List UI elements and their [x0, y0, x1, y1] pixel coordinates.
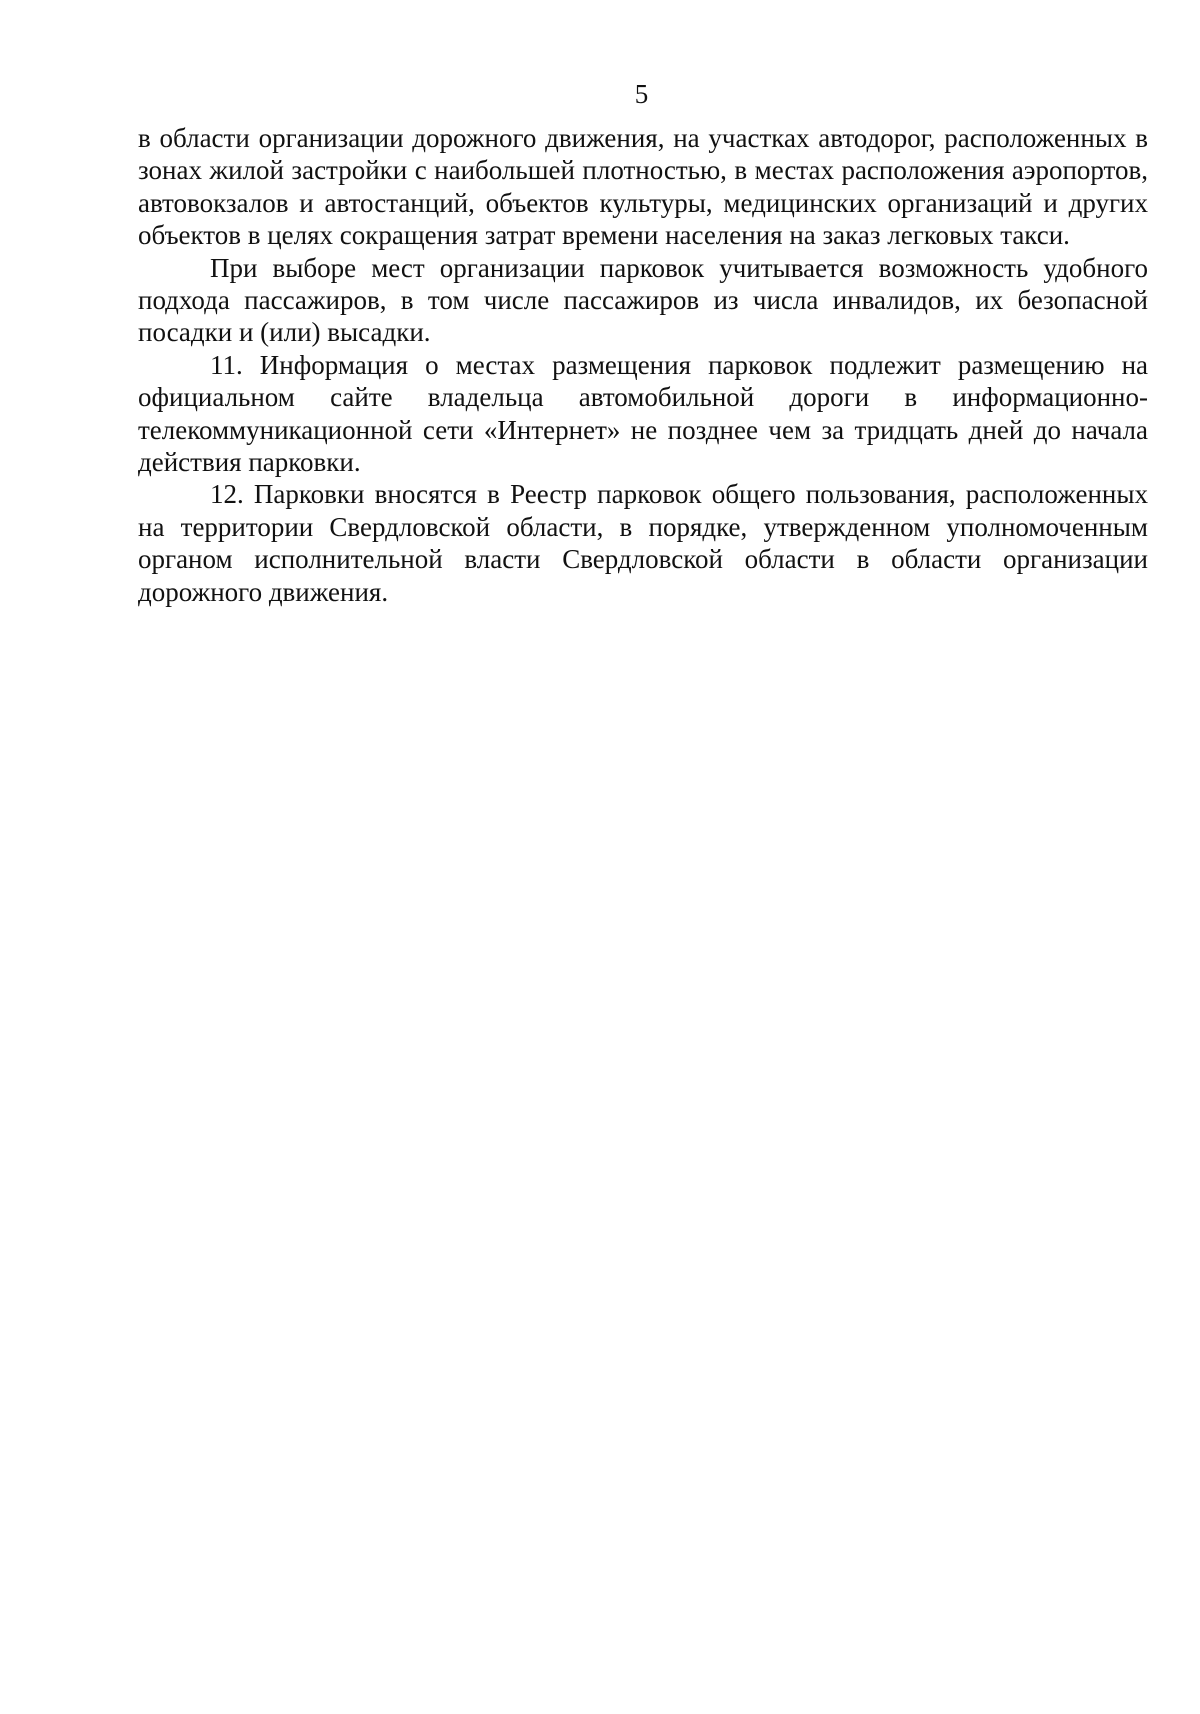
page-number: 5: [634, 79, 649, 109]
paragraph-item-12: 12. Парковки вносятся в Реестр парковок общего пользования, расположенных на территории Свердловской области, в порядке, утвержденном уполномоченным органом исполнительной власти Свердловской области в области организации дорожного движения.: [138, 479, 1148, 607]
paragraph-parking-location-selection: При выборе мест организации парковок учитывается возможность удобного подхода пассажиров, в том числе пассажиров из числа инвалидов, их безопасной посадки и (или) высадки.: [138, 252, 1148, 348]
paragraph-continuation: в области организации дорожного движения, на участках автодорог, расположенных в зонах жилой застройки с наибольшей плотностью, в местах расположения аэропортов, автовокзалов и автостанций, объектов культуры, медицинских организаций и других объектов в целях сокращения затрат времени населения на заказ легковых такси.: [138, 123, 1148, 251]
document-body: [138, 122, 1148, 608]
paragraph-item-11: 11. Информация о местах размещения парковок подлежит размещению на официальном сайте владельца автомобильной дороги в информационно-телекоммуникационной сети «Интернет» не позднее чем за тридцать дней до начала действия парковки.: [138, 349, 1148, 478]
